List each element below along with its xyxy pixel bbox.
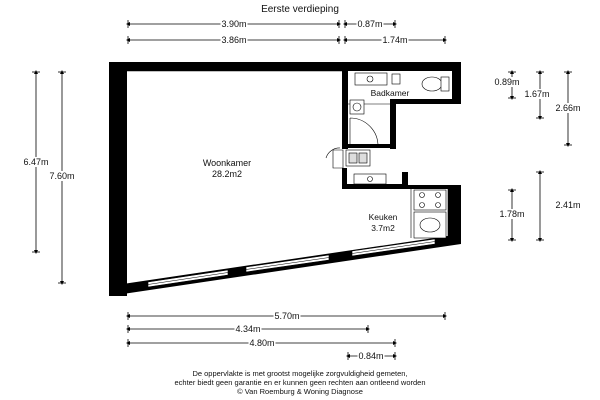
toilet-icon: [422, 77, 442, 91]
room-badkamer: [371, 88, 410, 99]
dim-right-5: 1.78m: [499, 209, 525, 219]
dim-right-4: 2.41m: [555, 200, 581, 210]
dim-right-1: 0.89m: [494, 77, 520, 87]
sink-icon: [367, 76, 373, 82]
bathroom-fixtures: [350, 73, 449, 146]
disclaimer-line-3: © Van Roemburg & Woning Diagnose: [237, 387, 363, 396]
dim-top-2: 0.87m: [357, 19, 383, 29]
dim-left-2: 7.60m: [49, 171, 75, 181]
kitchen-sink: [420, 218, 440, 232]
disclaimer-line-1: De oppervlakte is met grootst mogelijke zorgvuldigheid gemeten,: [192, 369, 408, 378]
room-woonkamer-area: 28.2m2: [211, 169, 243, 179]
dim-right-2: 1.67m: [524, 89, 550, 99]
room-woonkamer: [203, 158, 251, 180]
dim-bottom-4: 0.84m: [358, 351, 384, 361]
dim-left-1: 6.47m: [23, 157, 49, 167]
room-badkamer-name: Badkamer: [370, 88, 410, 98]
dim-top-4: 1.74m: [382, 35, 408, 45]
room-woonkamer-name: Woonkamer: [202, 158, 252, 168]
room-keuken: [369, 212, 398, 234]
stove: [414, 190, 446, 210]
dim-bottom-3: 4.80m: [249, 338, 275, 348]
dim-bottom-2: 4.34m: [235, 324, 261, 334]
disclaimer-line-2: echter biedt geen garantie en er kunnen geen rechten aan ontleend worden: [174, 378, 426, 387]
room-keuken-area: 3.7m2: [371, 223, 395, 233]
door-swing: [350, 118, 378, 146]
kitchen-fixtures: [411, 189, 446, 238]
dim-top-1: 3.90m: [221, 19, 247, 29]
dim-right-3: 2.66m: [555, 103, 581, 113]
floor-title: Eerste verdieping: [261, 4, 339, 15]
room-keuken-name: Keuken: [368, 212, 398, 222]
dim-top-3: 3.86m: [221, 35, 247, 45]
windows: [148, 239, 435, 287]
dim-bottom-1: 5.70m: [274, 311, 300, 321]
utility-fixtures: [326, 148, 386, 184]
